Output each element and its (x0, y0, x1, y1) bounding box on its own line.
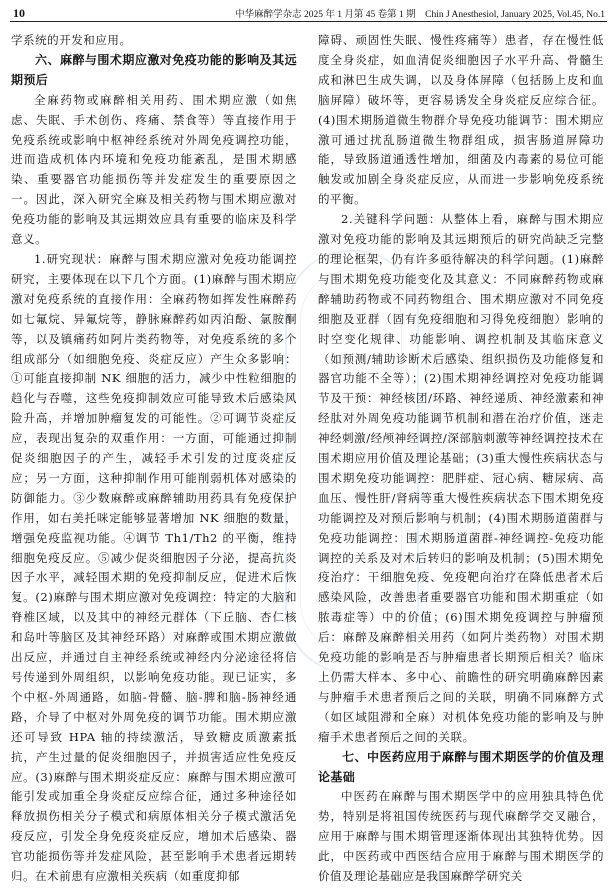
paragraph-section6-intro: 全麻药物或麻醉相关用药、围术期应激（如焦虑、失眠、手术创伤、疼痛、禁食等）等直接作用于免疫系统或影响中枢神经系统对外周免疫调控功能，进而造成机体内环境和免疫功能紊乱，是围术期感染、重要器官功能损伤等并发症发生的重要原因之一。因此，深入研究全麻及相关药物与围术期应激对免疫功能的影响及其远期效应具有重要的临床及科学意义。 (11, 92, 297, 247)
left-column (11, 31, 297, 887)
journal-citation: 中华麻醉学杂志 2025 年 1 月第 45 卷第 1 期 Chin J Anesthesiol, January 2025, Vol.45, No.1 (235, 10, 605, 20)
page-header (0, 0, 613, 22)
section-heading-7: 七、中医药应用于麻醉与围术期医学的价值及理论基础 (318, 749, 604, 784)
paragraph-research-status: 1.研究现状：麻醉与围术期应激对免疫功能调控研究，主要体现在以下几个方面。(1)麻醉与围术期应激对免疫系统的直接作用：全麻药物如挥发性麻醉药如七氟烷、异氟烷等，静脉麻醉药如丙泊酚、氯胺酮等，以及镇痛药如阿片类药物等，对免疫系统的多个组成部分（如细胞免疫、炎症反应）产生众多影响：①可能直接抑制 NK 细胞的活力，减少中性粒细胞的趋化与吞噬，这些免疫抑制效应可能导致术后感染风险升高，并增加肿瘤复发的可能性。②可调节炎症反应，表现出复杂的双重作用：一方面，可能通过抑制促炎细胞因子的产生，减轻手术引发的过度炎症反应；另一方面，这种抑制作用可能削弱机体对感染的防御能力。③少数麻醉或麻醉辅助用药具有免疫保护作用，如右美托咪定能够显著增加 NK 细胞的数量，增强免疫监视功能。④调节 Th1/Th2 的平衡，维持细胞免疫反应。⑤减少促炎细胞因子分泌，提高抗炎因子水平，减轻围术期的免疫抑制反应，促进术后恢复。(2)麻醉与围术期应激对免疫调控：特定的大脑和脊椎区域，以及其中的神经元群体（下丘脑、杏仁核和岛叶等脑区及其神经环路）对麻醉或围术期应激做出反应，并通过自主神经系统或神经内分泌途径将信号传递到外周组织，以影响免疫功能。现已证实，多个中枢-外周通路，如脑-骨髓、脑-脾和脑-肠神经通路，介导了中枢对外周免疫的调节功能。围术期应激还可导致 HPA 轴的持续激活，导致糖皮质激素抵抗，产生过量的促炎细胞因子，并损害适应性免疫反应。(3)麻醉与围术期炎症反应：麻醉与围术期应激可能引发或加重全身炎症反应综合征，通过多种途径如释放损伤相关分子模式和病原体相关分子模式激活免疫反应，引发全身免疫炎症反应，增加术后感染、器官功能损伤等并发症风险，甚至影响手术患者远期转归。在术前患有应激相关疾病（如重度抑郁 (11, 251, 297, 884)
paragraph-section7-intro: 中医药在麻醉与围术期医学中的应用独具特色优势，特别是将祖国传统医药与现代麻醉学交叉融合，应用于麻醉与围术期管理逐渐体现出其独特优势。因此，中医药或中西医结合应用于麻醉与围术期医学的价值及理论基础应是我国麻醉学研究关 (318, 789, 604, 884)
page-number: 10 (13, 6, 25, 20)
paragraph-key-questions: 2.关键科学问题：从整体上看，麻醉与围术期应激对免疫功能的影响及其远期预后的研究尚缺乏完整的理论框架，仍有许多亟待解决的科学问题。(1)麻醉与围术期免疫功能变化及其意义：不同麻醉药物或麻醉辅助药物或不同药物组合、围术期应激对不同免疫细胞及亚群（固有免疫细胞和习得免疫细胞）影响的时空变化规律、功能影响、调控机制及其临床意义（如预测/辅助诊断术后感染、组织损伤及功能修复和器官功能不全等）；(2)围术期神经调控对免疫功能调节及干预：神经核团/环路、神经递质、神经激素和神经肽对外周免疫功能调节机制和潜在治疗价值，迷走神经刺激/经颅神经调控/深部脑刺激等神经调控技术在围术期应用价值及理论基础；(3)重大慢性疾病状态与围术期免疫功能调控：肥胖症、冠心病、糖尿病、高血压、慢性肝/肾病等重大慢性疾病状态下围术期免疫功能调控及对预后影响与机制；(4)围术期肠道菌群与免疫功能调控：围术期肠道菌群-神经调控-免疫功能调控的关系及对术后转归的影响及机制；(5)围术期免疫治疗：干细胞免疫、免疫靶向治疗在降低患者术后感染风险，改善患者重要器官功能和围术期重症（如脓毒症等）中的价值；(6)围术期免疫调控与肿瘤预后：麻醉及麻醉相关用药（如阿片类药物）对围术期免疫功能的影响是否与肿瘤患者长期预后相关？临床上仍需大样本、多中心、前瞻性的研究明确麻醉因素与肿瘤手术患者预后之间的关联，明确不同麻醉方式（如区域阻滞和全麻）对机体免疫功能的影响及与肿瘤手术患者预后之间的关联。 (318, 212, 604, 744)
paragraph-continuation: 学系统的开发和应用。 (11, 33, 132, 47)
paragraph-continuation-right: 障碍、顽固性失眠、慢性疼痛等）患者，存在慢性低度全身炎症，如血清促炎细胞因子水平升高、骨髓生成和淋巴生成失调，以及身体屏障（包括肠上皮和血脑屏障）破坏等，更容易诱发全身炎症反应综合征。(4)围术期肠道微生物群介导免疫功能调节：围术期应激可通过扰乱肠道微生物群组成，损害肠道屏障功能，导致肠道通透性增加，细菌及内毒素的易位可能触发或加剧全身炎症反应，从而进一步影响免疫系统的平衡。 (318, 33, 604, 207)
header-rule (10, 21, 607, 22)
section-heading-6: 六、麻醉与围术期应激对免疫功能的影响及其远期预后 (11, 52, 297, 87)
right-column (318, 31, 604, 887)
